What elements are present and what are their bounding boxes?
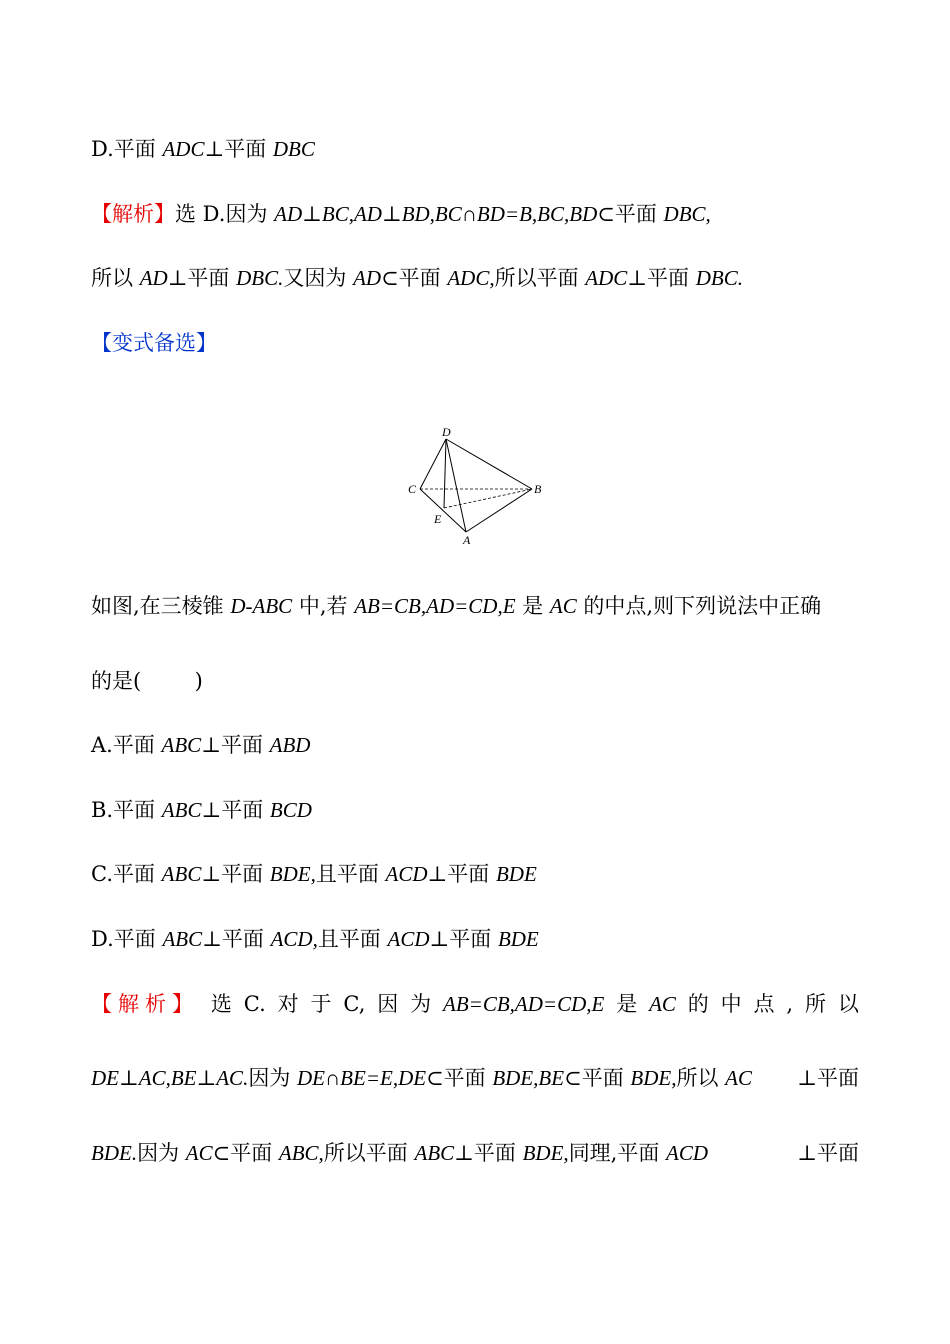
option-a: A.平面 ABC⊥平面 ABD (91, 733, 311, 757)
option-c: C.平面 ABC⊥平面 BDE,且平面 ACD⊥平面 BDE (91, 862, 537, 886)
analysis-tag-2: 【解析】 (91, 992, 199, 1016)
edge-db (446, 439, 532, 489)
question-line-1: 如图,在三棱锥 D-ABC 中,若 AB=CB,AD=CD,E 是 AC 的中点,则下列说法中正确 (91, 594, 822, 618)
analysis-2-line-2: DE⊥AC,BE⊥AC.因为 DE∩BE=E,DE⊂平面 BDE,BE⊂平面 BDE,所以 AC ⊥平面 (91, 1066, 859, 1090)
analysis-tag: 【解析】 (91, 202, 175, 226)
analysis-1-line-2: 所以 AD⊥平面 DBC.又因为 AD⊂平面 ADC,所以平面 ADC⊥平面 DBC. (91, 266, 743, 290)
edge-ab (466, 489, 532, 532)
edge-ca (420, 489, 466, 532)
label-a: A (463, 533, 471, 547)
edge-dc (420, 439, 446, 489)
analysis-2-line-1: 【解析】 选 C. 对 于 C, 因 为 AB=CB,AD=CD,E 是 AC 的 中 点 , 所 以 (91, 989, 859, 1019)
option-b: B.平面 ABC⊥平面 BCD (91, 798, 312, 822)
variant-section-title: 【变式备选】 (91, 331, 217, 355)
tetrahedron-figure (400, 424, 550, 548)
tetrahedron-diagram (400, 424, 550, 548)
option-d: D.平面 ABC⊥平面 ACD,且平面 ACD⊥平面 BDE (91, 927, 539, 951)
label-c: C (408, 482, 417, 496)
label-e: E (434, 512, 442, 526)
analysis-2-line-3: BDE.因为 AC⊂平面 ABC,所以平面 ABC⊥平面 BDE,同理,平面 ACD ⊥平面 (91, 1141, 859, 1165)
analysis-1-line-1: 【解析】选 D.因为 AD⊥BC,AD⊥BD,BC∩BD=B,BC,BD⊂平面 DBC, (91, 202, 711, 226)
label-d: D (442, 425, 451, 439)
edge-da (446, 439, 466, 532)
edge-de (444, 439, 446, 508)
previous-option-d: D.平面 ADC⊥平面 DBC (91, 137, 315, 161)
question-line-2: 的是( ) (91, 669, 203, 693)
label-b: B (534, 482, 542, 496)
